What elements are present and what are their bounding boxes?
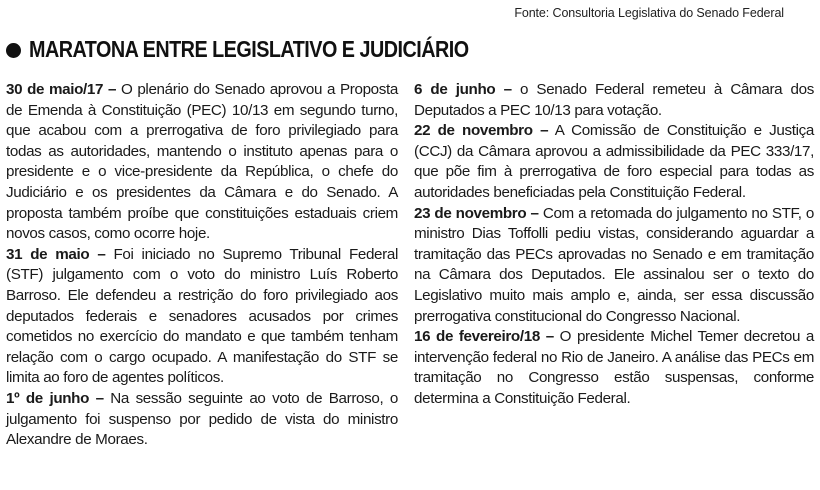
article-title: MARATONA ENTRE LEGISLATIVO E JUDICIÁRIO <box>29 36 469 62</box>
source-note: Fonte: Consultoria Legislativa do Senado Federal <box>514 6 784 20</box>
entry-date: 22 de novembro – <box>414 122 549 140</box>
entry-date: 1º de junho – <box>6 389 104 407</box>
timeline-entry <box>414 121 814 203</box>
timeline-entry <box>6 389 398 451</box>
entry-date: 31 de maio – <box>6 245 106 263</box>
entry-date: 16 de fevereiro/18 – <box>414 328 554 346</box>
entry-text: O plenário do Senado aprovou a Proposta de Emenda à Constituição (PEC) 10/13 em segundo turno, que acabou com a prerrogativa de foro privilegiado para todas as autoridades, mantendo o instituto apenas para o presidente e o vice-presidente da República, o chefe do Judiciário e os presidentes da Câmara e do Senado. A proposta também proíbe que constituições estaduais criem novos casos, como ocorre hoje. <box>6 81 398 243</box>
entry-date: 30 de maio/17 – <box>6 81 117 98</box>
timeline-entry <box>414 80 814 121</box>
entry-text: Foi iniciado no Supremo Tribunal Federal (STF) julgamento com o voto do ministro Luís Roberto Barroso. Ele defendeu a restrição do foro privilegiado aos deputados federais e senadores acusados por crimes cometidos no exercício do mandato e que também tenham relação com o cargo ocupado. A manifestação do STF se limita ao foro de agentes políticos. <box>6 245 398 387</box>
bullet-dot-icon <box>6 43 21 58</box>
title-row <box>6 36 540 63</box>
timeline-entry <box>6 80 398 245</box>
entry-date: 6 de junho – <box>414 81 512 98</box>
entry-text: Na sessão seguinte ao voto de Barroso, o julgamento foi suspenso por pedido de vista do ministro Alexandre de Moraes. <box>6 389 398 449</box>
entry-text: A Comissão de Constituição e Justiça (CCJ) da Câmara aprovou a admissibilidade da PEC 333/17, que põe fim à prerrogativa de foro especial para todas as autoridades beneficiadas pela Constituição Federal. <box>414 122 814 201</box>
entry-text: Com a retomada do julgamento no STF, o ministro Dias Toffolli pediu vistas, considerando aguardar a tramitação das PECs aprovadas no Senado e em tramitação na Câmara dos Deputados. Ele assinalou ser o texto do Legislativo muito mais amplo e, ainda, ser essa discussão prerrogativa constitucional do Congresso Nacional. <box>414 204 814 325</box>
timeline-entry <box>6 245 398 389</box>
entry-date: 23 de novembro – <box>414 204 539 222</box>
entry-text: O presidente Michel Temer decretou a intervenção federal no Rio de Janeiro. A análise das PECs em tramitação no Congresso estão suspensas, conforme determina a Constituição Federal. <box>414 328 815 407</box>
timeline-entry <box>414 204 814 328</box>
timeline-entry <box>414 327 814 409</box>
left-column <box>6 80 398 451</box>
right-column <box>414 80 814 410</box>
entry-text: o Senado Federal remeteu à Câmara dos Deputados a PEC 10/13 para votação. <box>414 81 814 119</box>
